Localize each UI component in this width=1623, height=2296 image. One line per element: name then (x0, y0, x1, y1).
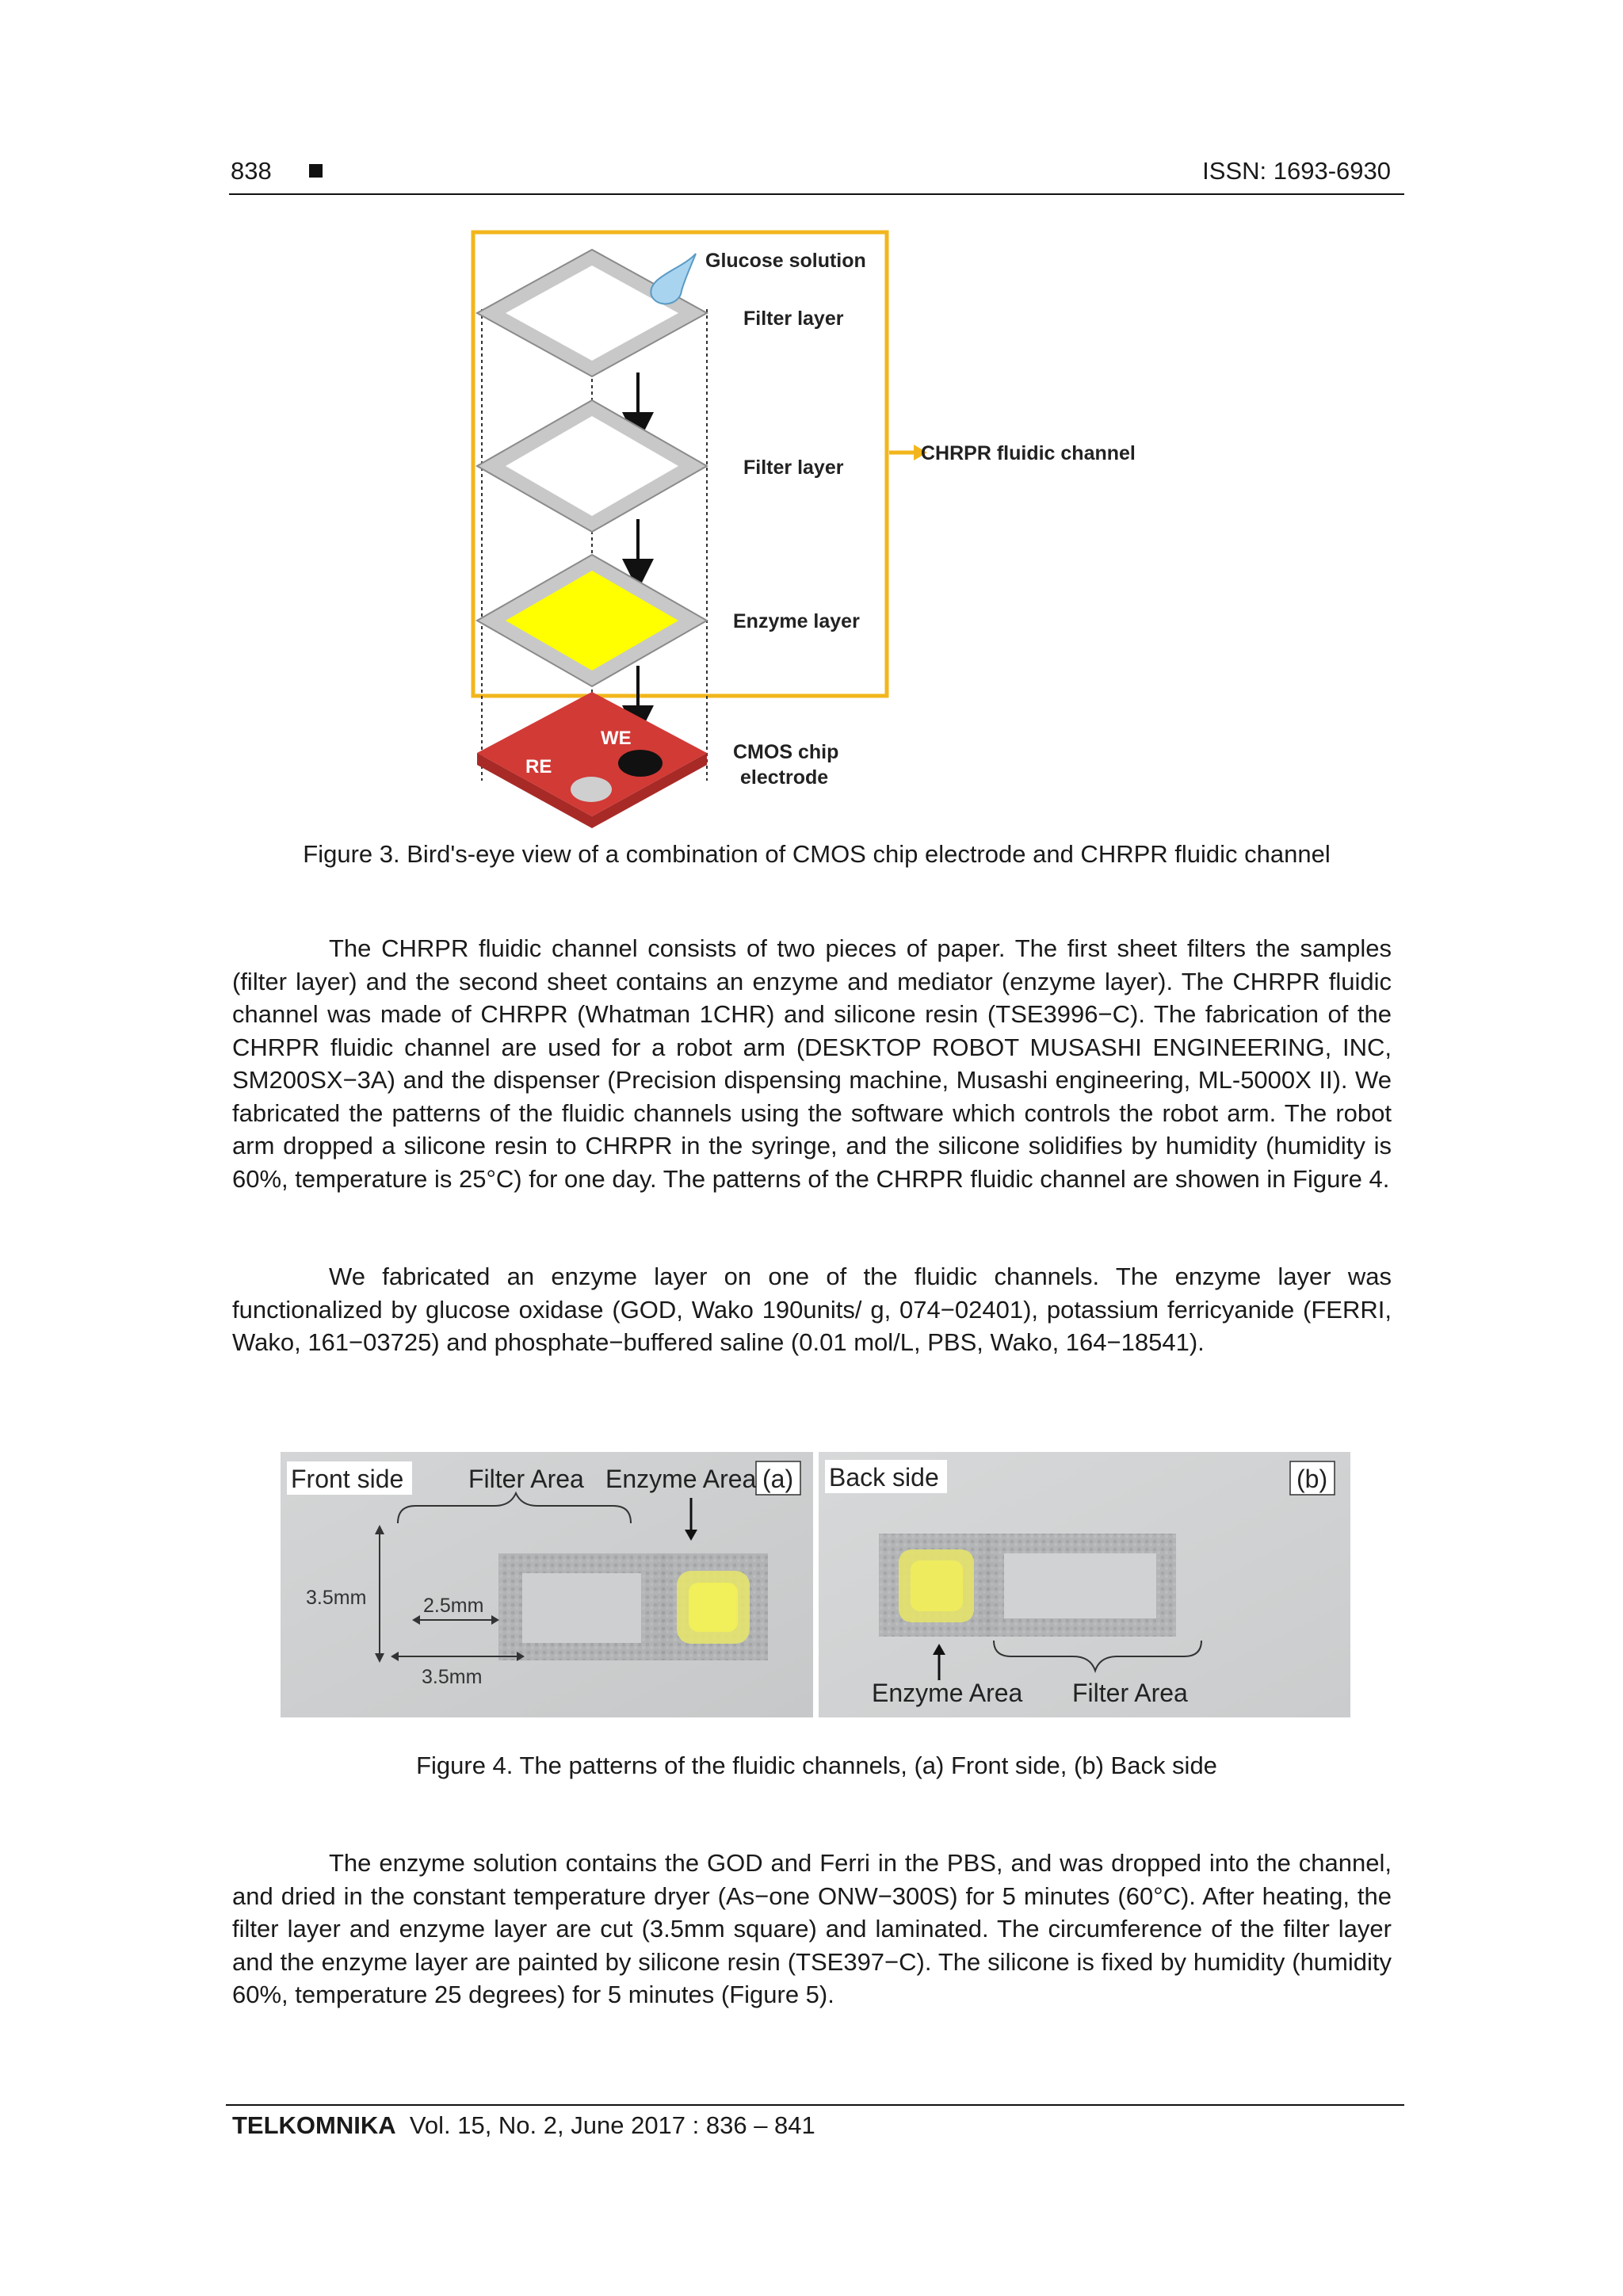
dim-width-a: 3.5mm (422, 1666, 483, 1688)
filter-area-label-b: Filter Area (1072, 1679, 1188, 1707)
cmos-chip-label: CMOS chip (733, 741, 839, 763)
figure-3-caption: Figure 3. Bird's-eye view of a combination of CMOS chip electrode and CHRPR fluidic channel (303, 840, 1331, 868)
re-electrode (571, 777, 612, 802)
electrode-label: electrode (740, 766, 829, 789)
paragraph-2-text: We fabricated an enzyme layer on one of the fluidic channels. The enzyme layer was functionalized by glucose oxidase (GOD, Wako 190units/ g, 074−02401), potassium ferricyanide (FERRI, Wako, 161−03725) and phosphate−buffered saline (0.01 mol/L, PBS, Wako, 164−18541). (232, 1263, 1392, 1356)
chrpr-channel-label: CHRPR fluidic channel (921, 442, 1136, 464)
glucose-droplet-icon (651, 254, 696, 304)
figure-4-caption: Figure 4. The patterns of the fluidic channels, (a) Front side, (b) Back side (416, 1752, 1217, 1779)
panel-a-tag: (a) (762, 1465, 794, 1493)
header-rule (229, 193, 1404, 195)
paragraph-1 (232, 932, 1392, 1195)
filter-layer-2-shape (477, 400, 707, 532)
header-square-icon (309, 164, 323, 178)
paragraph-3-text: The enzyme solution contains the GOD and Ferri in the PBS, and was dropped into the channel, and dried in the constant temperature dryer (As−one ONW−300S) for 5 minutes (60°C). After heating, the filter layer and enzyme layer are cut (3.5mm square) and laminated. The circumference of the filter layer and the enzyme layer are painted by silicone resin (TSE397−C). The silicone is fixed by humidity (humidity 60%, temperature 25 degrees) for 5 minutes (Figure 5). (232, 1849, 1392, 2008)
we-electrode (618, 750, 663, 777)
back-side-label: Back side (829, 1463, 939, 1492)
enzyme-area-label-b: Enzyme Area (872, 1679, 1023, 1707)
issn-label: ISSN: 1693-6930 (1202, 157, 1391, 185)
footer-details: Vol. 15, No. 2, June 2017 : 836 – 841 (409, 2111, 815, 2139)
footer-rule (226, 2104, 1404, 2106)
we-label: WE (601, 728, 632, 749)
filter-layer-2-label: Filter layer (743, 457, 844, 479)
glucose-label: Glucose solution (705, 250, 866, 272)
panel-b-tag: (b) (1296, 1465, 1328, 1493)
filter-layer-1-label: Filter layer (743, 308, 844, 330)
figure-3-diagram (444, 226, 1189, 844)
page-number: 838 (231, 157, 272, 185)
dim-inner-a: 2.5mm (423, 1595, 484, 1617)
footer-journal: TELKOMNIKA (232, 2111, 396, 2139)
filter-layer-1-shape (477, 250, 707, 376)
cmos-chip-shape (477, 692, 707, 828)
dim-height-a: 3.5mm (306, 1587, 367, 1609)
panel-a (281, 1452, 813, 1717)
paragraph-3 (232, 1847, 1392, 2011)
enzyme-area-label-a: Enzyme Area (605, 1465, 757, 1493)
re-label: RE (525, 756, 552, 777)
enzyme-layer-shape (477, 555, 707, 686)
footer (232, 2111, 815, 2140)
paragraph-1-text: The CHRPR fluidic channel consists of two pieces of paper. The first sheet filters the samples (filter layer) and the second sheet contains an enzyme and mediator (enzyme layer). The CHRPR fluidic channel was made of CHRPR (Whatman 1CHR) and silicone resin (TSE3996−C). The fabrication of the CHRPR fluidic channel are used for a robot arm (DESKTOP ROBOT MUSASHI ENGINEERING, INC, SM200SX−3A) and the dispenser (Precision dispensing machine, Musashi engineering, ML-5000X II). We fabricated the patterns of the fluidic channels using the software which controls the robot arm. The robot arm dropped a silicone resin to CHRPR in the syringe, and the silicone solidifies by humidity (humidity is 60%, temperature is 25°C) for one day. The patterns of the CHRPR fluidic channel are showen in Figure 4. (232, 934, 1392, 1193)
filter-area-label-a: Filter Area (468, 1465, 584, 1493)
panel-b (819, 1452, 1350, 1717)
paragraph-2 (232, 1260, 1392, 1359)
enzyme-layer-label: Enzyme layer (733, 610, 860, 632)
figure-4-photos (281, 1452, 1350, 1717)
front-side-label: Front side (291, 1465, 404, 1493)
